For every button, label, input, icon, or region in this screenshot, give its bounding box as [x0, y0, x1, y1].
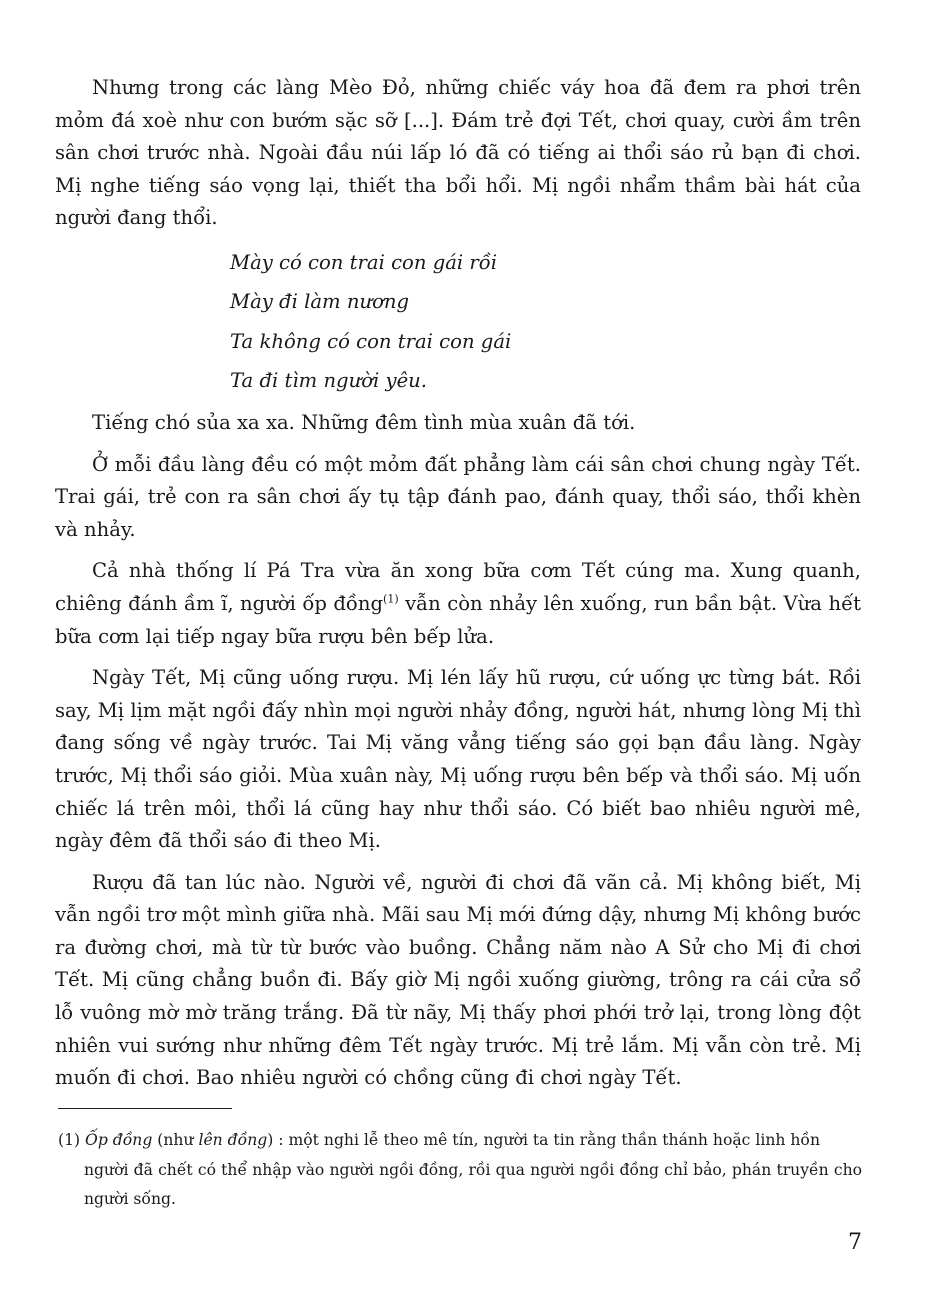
footnote-reference[interactable]: (1) [383, 592, 399, 606]
paragraph-1: Nhưng trong các làng Mèo Đỏ, những chiếc váy hoa đã đem ra phơi trên mỏm đá xoè như con bướm sặc sỡ [...]. Đám trẻ đợi Tết, chơi quay, cười ầm trên sân chơi trước nhà. Ngoài đầu núi lấp ló đã có tiếng ai thổi sáo rủ bạn đi chơi. Mị nghe tiếng sáo vọng lại, thiết tha bổi hổi. Mị ngồi nhẩm thầm bài hát của người đang thổi. [55, 76, 861, 230]
poem-line-1: Mày có con trai con gái rồi [230, 250, 498, 274]
paragraph-3: Ở mỗi đầu làng đều có một mỏm đất phẳng làm cái sân chơi chung ngày Tết. Trai gái, trẻ con ra sân chơi ấy tụ tập đánh pao, đánh quay, thổi sáo, thổi khèn và nhảy. [55, 452, 861, 541]
poem-line-2: Mày đi làm nương [230, 290, 410, 314]
paragraph-4-part-a: Cả nhà thống lí Pá Tra vừa ăn xong bữa cơm Tết cúng ma. Xung quanh, chiêng đánh ầm ĩ, người ốp đồng [55, 559, 861, 615]
paragraph-4-part-b: vẫn còn nhảy lên xuống, run bần bật. Vừa hết bữa cơm lại tiếp ngay bữa rượu bên bếp lửa. [55, 591, 861, 648]
footnote-text-2: người đã chết có thể nhập vào người ngồi đồng, rồi qua người ngồi đồng chỉ bảo, phán truyền cho người sống. [84, 1160, 862, 1208]
footnote-line-1 [58, 1126, 862, 1156]
footnote-paren-open: (như [152, 1131, 199, 1149]
paragraph-6: Rượu đã tan lúc nào. Người về, người đi chơi đã vãn cả. Mị không biết, Mị vẫn ngồi trơ một mình giữa nhà. Mãi sau Mị mới đứng dậy, nhưng Mị không bước ra đường chơi, mà từ từ bước vào buồng. Chẳng năm nào A Sử cho Mị đi chơi Tết. Mị cũng chẳng buồn đi. Bấy giờ Mị ngồi xuống giường, trông ra cái cửa sổ lỗ vuông mờ mờ trăng trắng. Đã từ nãy, Mị thấy phơi phới trở lại, trong lòng đột nhiên vui sướng như những đêm Tết ngày trước. Mị trẻ lắm. Mị vẫn còn trẻ. Mị muốn đi chơi. Bao nhiêu người có chồng cũng đi chơi ngày Tết. [55, 870, 861, 1090]
main-text [55, 72, 861, 1104]
paragraph-2: Tiếng chó sủa xa xa. Những đêm tình mùa xuân đã tới. [92, 410, 636, 434]
footnote-text-1: một nghi lễ theo mê tín, người ta tin rằng thần thánh hoặc linh hồn [288, 1131, 820, 1149]
footnote [58, 1126, 862, 1215]
poem-line-4: Ta đi tìm người yêu. [230, 369, 428, 393]
poem-block [230, 243, 861, 401]
footnote-term-2: lên đồng [198, 1131, 268, 1149]
page-number: 7 [848, 1230, 862, 1255]
footnote-term: Ốp đồng [85, 1131, 153, 1149]
footnote-marker: (1) [58, 1131, 86, 1149]
poem-line-3: Ta không có con trai con gái [230, 329, 512, 353]
paragraph-4 [55, 555, 861, 653]
footnote-divider [58, 1108, 232, 1109]
paragraph-5: Ngày Tết, Mị cũng uống rượu. Mị lén lấy hũ rượu, cứ uống ực từng bát. Rồi say, Mị lịm mặt ngồi đấy nhìn mọi người nhảy đồng, người hát, nhưng lòng Mị thì đang sống về ngày trước. Tai Mị văng vẳng tiếng sáo gọi bạn đầu làng. Ngày trước, Mị thổi sáo giỏi. Mùa xuân này, Mị uống rượu bên bếp và thổi sáo. Mị uốn chiếc lá trên môi, thổi lá cũng hay như thổi sáo. Có biết bao nhiêu người mê, ngày đêm đã thổi sáo đi theo Mị. [55, 666, 861, 853]
footnote-paren-close: ) : [267, 1131, 289, 1149]
